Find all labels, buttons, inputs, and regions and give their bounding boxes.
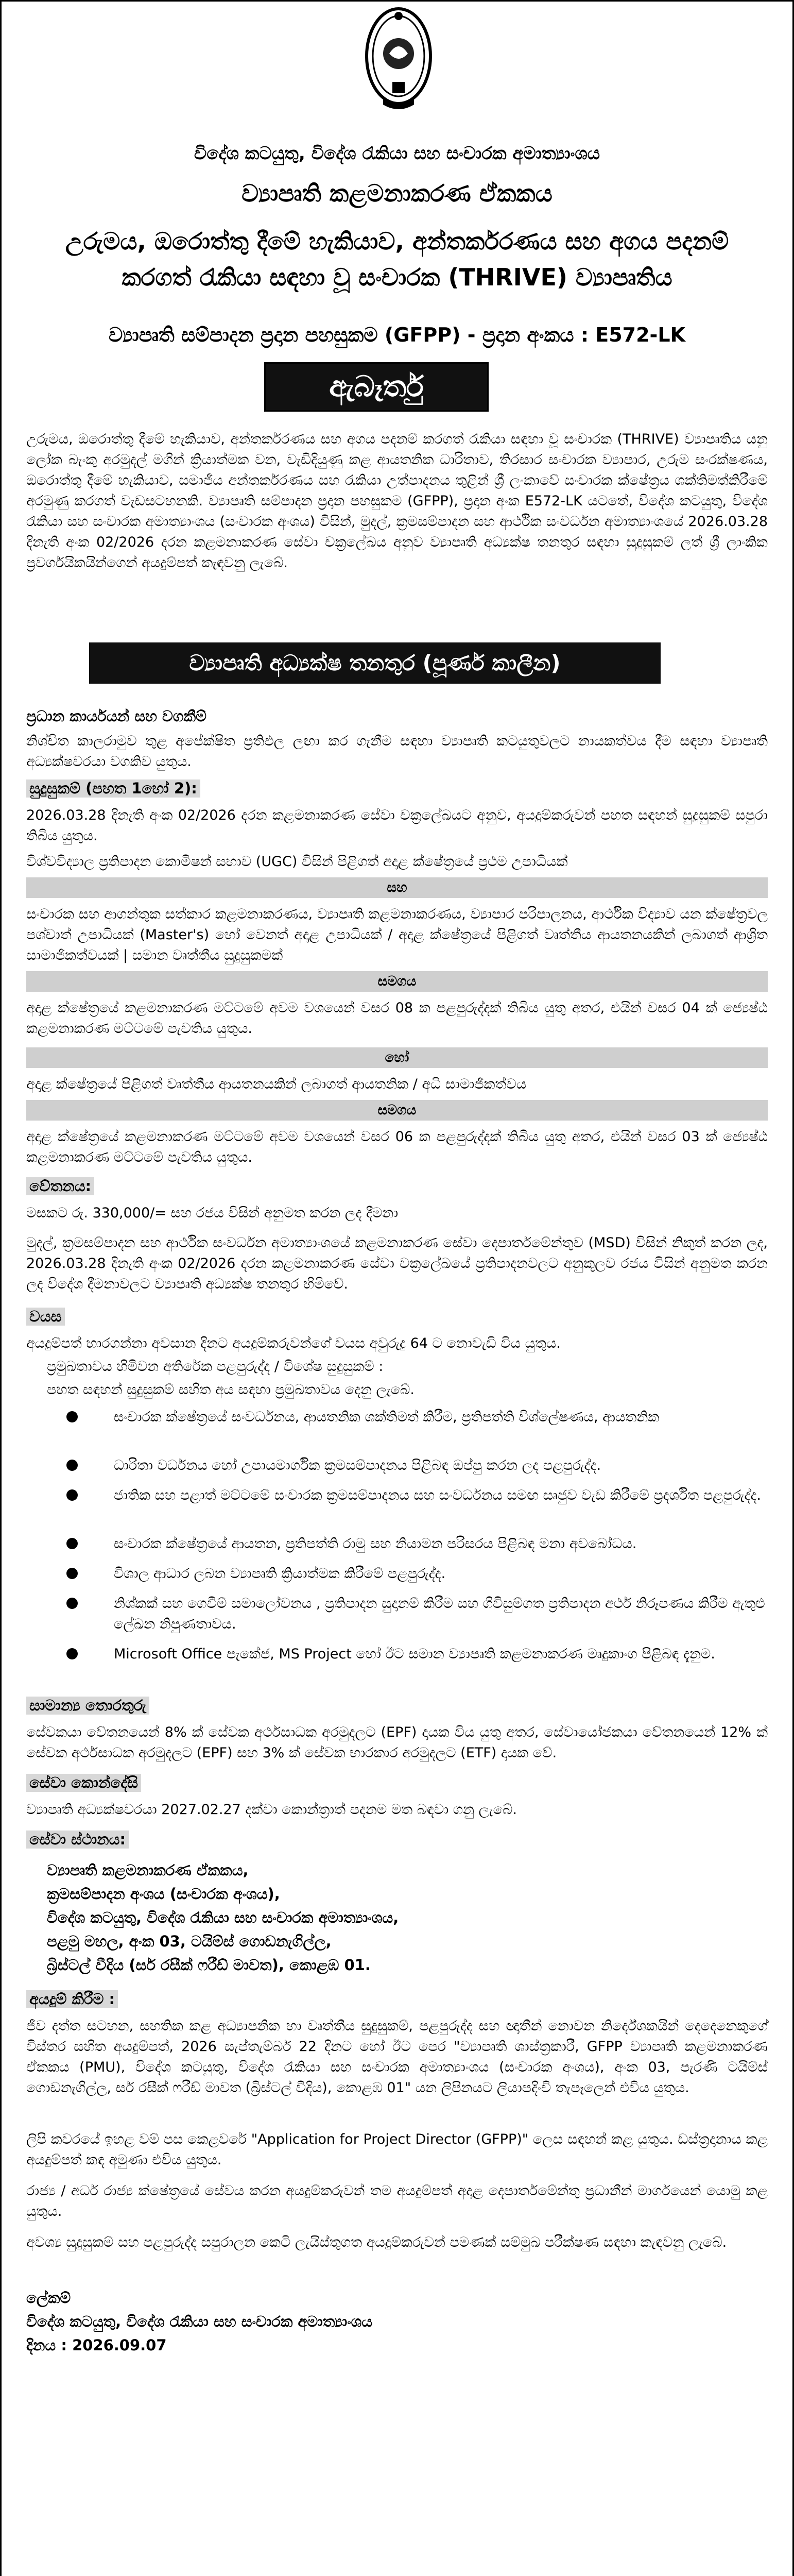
grant-line: ව්‍යාපෘති සම්පාදන ප්‍රදාන පහසුකම (GFPP) - ප්‍රදාන අංකය : E572-LK — [108, 324, 685, 346]
priority-bullet-7: Microsoft Office පැකේජ, MS Project හෝ ඊට සමාන ව්‍යාපෘති කළමනාකරණ මෘදුකාංග පිළිබඳ දැනුම. — [62, 1644, 768, 1665]
bullet-dot-icon — [66, 1460, 78, 1471]
apply-text-4: අවශ්‍ය සුදුසුකම් සහ පළපුරුද්ද සපුරාලන කෙටි ලැයිස්තුගත අයදුම්කරුවන් පමණක් සම්මුඛ පරීක්ෂණ සඳහා කැඳවනු ලැබේ. — [26, 2234, 727, 2250]
bullet-dot-icon — [66, 1489, 78, 1501]
apply-text-3: රාජ්‍ය / අර්ධ රාජ්‍ය ක්ෂේත්‍රයේ සේවය කරන අයදුම්කරුවන් තම අයදුම්පත් අදාළ දෙපාර්තමේන්තු ප්‍රධානීන් මාර්ගයෙන් යොමු කළ යුතුය. — [26, 2183, 768, 2219]
signatory: ලේකම් — [26, 2289, 71, 2307]
general-info-heading: සාමාන්‍ය තොරතුරු — [26, 1697, 149, 1715]
unit-title: ව්‍යාපෘති කළමනාකරණ ඒකකය — [241, 179, 553, 207]
priority-bullet-1: සංචාරක ක්ෂේත්‍රයේ සංවර්ධනය, ආයතනික ශක්තිමත් කිරීම, ප්‍රතිපත්ති විශ්ලේෂණය, ආයතනික — [62, 1407, 768, 1428]
qualifications-heading: සුදුසුකම් (පහත 1හෝ 2): — [26, 779, 200, 798]
qualification-item-4: අදාළ ක්ෂේත්‍රයේ පිළිගත් වෘත්තීය ආයතනයකින් ලබාගත් ආයතනික / අධි සාමාජිකත්වය — [26, 1076, 527, 1092]
advertisement-label: ඇබෑර්තු — [264, 362, 489, 412]
qualifications-intro: 2026.03.28 දිනැති අංක 02/2026 දරන කළමනාකරණ සේවා චක්‍රලේඛයට අනුව, අයදුම්කරුවන් පහත සඳහන් සුදුසුකම් සපුරා තිබිය යුතුය. — [26, 807, 768, 844]
age-heading: වයස — [26, 1308, 65, 1326]
address-line-1: ව්‍යාපෘති කළමනාකරණ ඒකකය, — [47, 1861, 249, 1879]
intro-paragraph: උරුමය, ඔරොත්තු දීමේ හැකියාව, අන්තර්කරණය සහ අගය පදනම් කරගත් රැකියා සඳහා වූ සංචාරක (THRIVE) ව්‍යාපෘතිය යනු ලෝක බැංකු අරමුදල් මගින් ක්‍රියාත්මක වන, වැඩිදියුණු කළ ආයතනික ධාරිතාව, තිරසාර සංචාරක ව්‍යාපාර, උරුම සංරක්ෂණය, ඔරොත්තු දීමේ හැකියාව, සමාජීය අන්තර්කරණය සහ රැකියා උත්පාදනය තුළින් ශ්‍රී ලංකාවේ සංචාරක ක්ෂේත්‍රය ශක්තිමත්කිරීමේ අරමුණු කරගත් වැඩසටහනකි. ව්‍යාපෘති සම්පාදන ප්‍රදාන පහසුකම (GFPP), ප්‍රදාන අංක E572-LK යටතේ, විදේශ කටයුතු, විදේශ රැකියා සහ සංචාරක අමාත්‍යාංශය (සංචාරක අංශය) විසින්, මුදල්, ක්‍රමසම්පාදන සහ ආර්ථික සංවර්ධන අමාත්‍යාංශයේ 2026.03.28 දිනැති අංක 02/2026 දරන කළමනාකරණ සේවා චක්‍රලේඛය අනුව ව්‍යාපෘති අධ්‍යක්ෂ තනතුර සඳහා සුදුසුකම් ලත් ශ්‍රී ලාංකික ප්‍රවර්ගයිකයින්ගෙන් අයදුම්පත් කැඳවනු ලැබේ. — [26, 431, 768, 571]
priority-bullet-3: ජාතික සහ පළාත් මට්ටමේ සංචාරක ක්‍රමසම්පාදනය සහ සංවර්ධනය සමඟ සෘජුව වැඩ කිරීමේ ප්‍රදර්ශිත පළපුරුද්ද. — [62, 1485, 768, 1506]
priority-bullet-2: ධාරිතා වර්ධනය හෝ උපායමාර්ගික ක්‍රමසම්පාදනය පිළිබඳ ඔප්පු කරන ලද පළපුරුද්ද. — [62, 1455, 768, 1476]
salary-amount: මසකට රු. 330,000/= සහ රජය විසින් අනුමත කරන ලද දීමනා — [26, 1205, 399, 1221]
bullet-dot-icon — [66, 1598, 78, 1609]
project-title-line-1: උරුමය, ඔරොත්තු දීමේ හැකියාව, අන්තර්කරණය සහ අගය පදනම් — [65, 227, 729, 255]
service-terms-heading: සේවා කොන්දේසි — [26, 1774, 141, 1792]
qualification-item-1: විශ්වවිද්‍යාල ප්‍රතිපාදන කොමිෂන් සභාව (UGC) විසින් පිළිගත් අදාළ ක්ෂේත්‍රයේ ප්‍රථම උපාධියක් — [26, 854, 568, 870]
equal-divider-1: සමගය — [26, 971, 768, 992]
qualification-item-3: අදාළ ක්ෂේත්‍රයේ කළමනාකරණ මට්ටමේ අවම වශයෙන් වසර 08 ක පළපුරුද්දක් තිබිය යුතු අතර, එයින් වසර 04 ක් ජ්‍යෙෂ්ඨ කළමනාකරණ මට්ටමේ පැවතිය යුතුය. — [26, 1000, 768, 1037]
address-line-4: පළමු මහල, අංක 03, ටයිම්ස් ගොඩනැගිල්ල, — [47, 1933, 332, 1950]
national-emblem-icon — [363, 5, 435, 123]
and-divider: සහ — [26, 877, 768, 898]
workplace-address — [47, 1858, 399, 1977]
ministry-title: විදේශ කටයුතු, විදේශ රැකියා සහ සංචාරක අමාත්‍යාංශය — [194, 143, 600, 164]
apply-heading: අයදුම් කිරීම : — [26, 1990, 118, 2008]
service-terms-text: ව්‍යාපෘති අධ්‍යක්ෂවරයා 2027.02.27 දක්වා කොන්ත්‍රාත් පදනම මත බඳවා ගනු ලැබේ. — [26, 1802, 517, 1818]
age-text: අයදුම්පත් භාරගන්නා අවසාන දිනට අයදුම්කරුවන්ගේ වයස අවුරුදු 64 ට නොවැඩි විය යුතුය. — [26, 1335, 561, 1351]
general-info-text: සේවකයා වේතනයෙන් 8% ක් සේවක අර්ථසාධක අරමුදලට (EPF) දායක විය යුතු අතර, සේවායෝජකයා වේතනයෙන් 12% ක් සේවක අර්ථසාධක අරමුදලට (EPF) සහ 3% ක් සේවක භාරකාර අරමුදලට (ETF) දායක වේ. — [26, 1724, 768, 1761]
address-line-3: විදේශ කටයුතු, විදේශ රැකියා සහ සංචාරක අමාත්‍යාංශය, — [47, 1909, 399, 1926]
priority-intro: පහත සඳහන් සුදුසුකම් සහිත අය සඳහා ප්‍රමුඛතාවය දෙනු ලැබේ. — [47, 1382, 415, 1398]
salary-text: මුදල්, ක්‍රමසම්පාදන සහ ආර්ථික සංවර්ධන අමාත්‍යාංශයේ කළමනාකරණ සේවා දෙපාර්තමේන්තුව (MSD) විසින් නිකුත් කරන ලද, 2026.03.28 දිනැති අංක 02/2026 දරන කළමනාකරණ සේවා චක්‍රලේඛයේ ප්‍රතිපාදනවලට අනුකූලව රජය විසින් අනුමත කරන ලද විදේශ දීමනාවලට ව්‍යාපෘති අධ්‍යක්ෂ තනතුර හිමිවේ. — [26, 1235, 768, 1292]
apply-text-1: ජීව දත්ත සටහන, සහතික කළ අධ්‍යාපනික හා වෘත්තීය සුදුසුකම්, පළපුරුද්ද සහ ඥාතීන් නොවන නිර්දේශකයින් දෙදෙනෙකුගේ විස්තර සහිත අයදුම්පත්, 2026 සැප්තැම්බර් 22 දිනට හෝ ඊට පෙර "ව්‍යාපෘති ශාස්ත්‍රකාරී, GFPP ව්‍යාපෘති කළමනාකරණ ඒකකය (PMU), විදේශ කටයුතු, විදේශ රැකියා සහ සංචාරක අමාත්‍යාංශය (සංචාරක අංශය), අංක 03, පැරණි ටයිම්ස් ගොඩනැගිල්ල, සර් රසීක් ෆරීඩ් මාවත (බ්‍රිස්ටල් වීදිය), කොළඹ 01" යන ලිපිනයට ලියාපදිංචි තැපෑලෙන් එවිය යුතුය. — [26, 2018, 768, 2096]
workplace-heading: සේවා ස්ථානය: — [26, 1831, 129, 1849]
qualification-item-5: අදාළ ක්ෂේත්‍රයේ කළමනාකරණ මට්ටමේ අවම වශයෙන් වසර 06 ක පළපුරුද්දක් තිබිය යුතු අතර, එයින් වසර 03 ක් ජ්‍යෙෂ්ඨ කළමනාකරණ මට්ටමේ පැවතිය යුතුය. — [26, 1129, 768, 1165]
duties-text: නිශ්චිත කාලරාමුව තුළ අපේක්ෂිත ප්‍රතිඵල ලඟා කර ගැනීම සඳහා ව්‍යාපෘති කටයුතුවලට නායකත්වය දීම සඳහා ව්‍යාපෘති අධ්‍යක්ෂවරයා වගකිව යුතුය. — [26, 733, 768, 770]
bullet-dot-icon — [66, 1568, 78, 1579]
project-title-line-2: කරගත් රැකියා සඳහා වූ සංචාරක (THRIVE) ව්‍යාපෘතිය — [122, 263, 672, 291]
position-title: ව්‍යාපෘති අධ්‍යක්ෂ තනතුර (පූර්ණ කාලීන) — [89, 642, 661, 684]
priority-label: ප්‍රමුඛතාවය හිමිවන අතිරේක පළපුරුද්ද / විශේෂ සුදුසුකම් : — [47, 1359, 384, 1375]
bullet-dot-icon — [66, 1411, 78, 1422]
address-line-5: බ්‍රිස්ටල් වීදිය (සර් රසීක් ෆරීඩ් මාවත), කොළඹ 01. — [47, 1956, 371, 1974]
salary-heading: වේතනය: — [26, 1177, 94, 1195]
priority-bullet-5: විශාල ආධාර ලබන ව්‍යාපෘති ක්‍රියාත්මක කිරීමේ පළපුරුද්ද. — [62, 1564, 768, 1584]
equal-divider-2: සමගය — [26, 1100, 768, 1121]
duties-heading: ප්‍රධාන කාර්යයන් සහ වගකීම් — [26, 707, 207, 725]
apply-text-2: ලිපි කවරයේ ඉහළ වම් පස කෙළවරේ "Application for Project Director (GFPP)" ලෙස සඳහන් කළ යුතුය. ඩස්ත්‍රදානාය කළ අයදුම්පත් කඳ අමුණා එවිය යුතුය. — [26, 2131, 768, 2168]
footer-date: දිනය : 2026.09.07 — [26, 2336, 167, 2354]
project-title — [26, 223, 768, 295]
address-line-2: ක්‍රමසම්පාදන අංශය (සංචාරක අංශය), — [47, 1885, 280, 1903]
priority-bullet-4: සංචාරක ක්ෂේත්‍රයේ ආයතන, ප්‍රතිපත්ති රාමු සහ නියාමන පරිසරය පිළිබඳ මනා අවබෝධය. — [62, 1534, 768, 1554]
priority-bullet-6: නිශ්කක් සහ ගෙවීම් සමාලෝචනය , ප්‍රතිපාදන සුදානම් කිරීම සහ ගිවිසුම්ගත ප්‍රතිපාදන අර්ථ නිරූපණය කිරීම ඇතුළු ලේඛන නිපුණතාවය. — [62, 1594, 768, 1635]
bullet-dot-icon — [66, 1648, 78, 1659]
footer-ministry: විදේශ කටයුතු, විදේශ රැකියා සහ සංචාරක අමාත්‍යාංශය — [26, 2313, 373, 2330]
bullet-dot-icon — [66, 1538, 78, 1549]
qualification-item-2: සංචාරක සහ ආගන්තුක සත්කාර කළමනාකරණය, ව්‍යාපෘති කළමනාකරණය, ව්‍යාපාර පරිපාලනය, ආර්ථික විද්‍යාව යන ක්ෂේත්‍රවල පශ්චාත් උපාධියක් (Master's) හෝ වෙනත් අදාළ උපාධියක් / අදාළ ක්ෂේත්‍රයේ පිළිගත් වෘත්තීය ආයතනයකින් ලබාගත් ආශ්‍රිත සාමාජිකත්වයක් | සමාන වෘත්තීය සුදුසුකමක් — [26, 906, 768, 963]
or-divider: හෝ — [26, 1047, 768, 1068]
